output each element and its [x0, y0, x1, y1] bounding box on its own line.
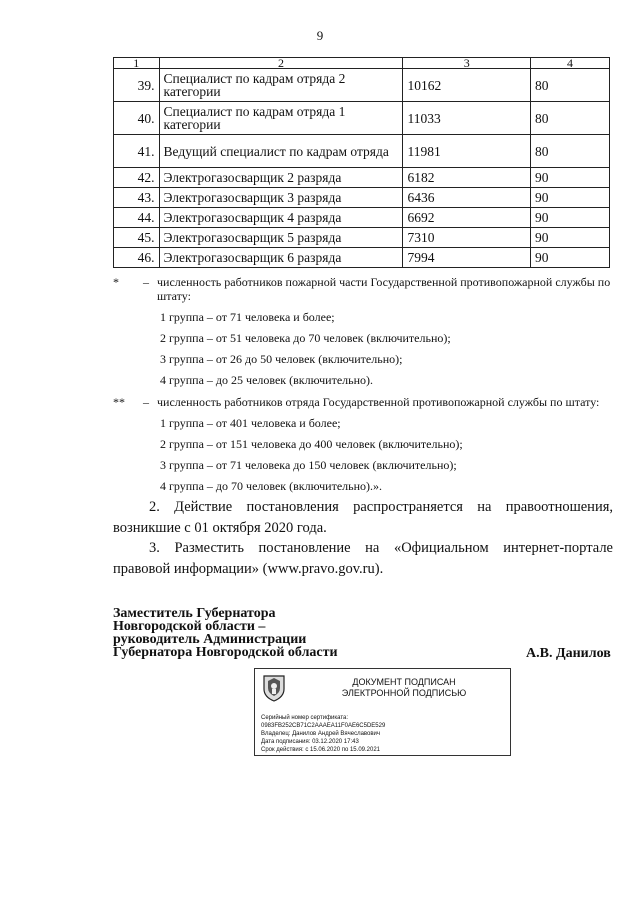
signer-name: А.В. Данилов	[526, 646, 611, 661]
row-title: Электрогазосварщик 6 разряда	[159, 248, 403, 268]
row-title: Электрогазосварщик 3 разряда	[159, 188, 403, 208]
staff-table	[113, 57, 610, 268]
header-col-2: 2	[159, 58, 403, 69]
signer-position	[113, 607, 338, 659]
header-col-4: 4	[531, 58, 610, 69]
stamp-details	[261, 714, 385, 754]
footnote-mark: **	[113, 395, 125, 409]
stamp-detail-line: 0983FB252CB71C2AAAEA11F0AE6C5DE529	[261, 723, 386, 729]
table-row	[114, 248, 610, 268]
row-salary: 7310	[403, 228, 531, 248]
row-percent: 90	[531, 188, 610, 208]
row-salary: 6182	[403, 168, 531, 188]
table-header-row	[114, 58, 610, 69]
header-col-3: 3	[403, 58, 531, 69]
row-number: 46.	[114, 248, 160, 268]
row-title: Электрогазосварщик 2 разряда	[159, 168, 403, 188]
row-number: 42.	[114, 168, 160, 188]
row-salary: 10162	[403, 69, 531, 102]
group-item: 3 группа – от 26 до 50 человек (включительно);	[160, 352, 403, 366]
row-number: 43.	[114, 188, 160, 208]
stamp-title	[309, 677, 499, 699]
row-title: Специалист по кадрам отряда 2 категории	[159, 69, 403, 102]
group-item: 2 группа – от 51 человека до 70 человек (включительно);	[160, 331, 451, 345]
stamp-detail-line: Владелец: Данилов Андрей Вячеславович	[261, 731, 381, 737]
group-item: 1 группа – от 401 человека и более;	[160, 416, 341, 430]
footnotes	[113, 275, 623, 493]
footnote-fire-unit	[113, 275, 623, 303]
row-salary: 7994	[403, 248, 531, 268]
row-title: Ведущий специалист по кадрам отряда	[159, 135, 403, 168]
table-row	[114, 228, 610, 248]
row-number: 44.	[114, 208, 160, 228]
footnote-dash: –	[143, 275, 149, 289]
row-title: Электрогазосварщик 4 разряда	[159, 208, 403, 228]
row-number: 45.	[114, 228, 160, 248]
row-salary: 11033	[403, 102, 531, 135]
table-row	[114, 168, 610, 188]
stamp-detail-line: Дата подписания: 03.12.2020 17:43	[261, 739, 359, 745]
row-percent: 90	[531, 168, 610, 188]
row-salary: 6436	[403, 188, 531, 208]
row-percent: 80	[531, 102, 610, 135]
page-number: 9	[316, 28, 324, 43]
footnote-text: численность работников отряда Государственной противопожарной службы по штату:	[157, 395, 600, 409]
paragraph-publication: 3. Разместить постановление на «Официальном интернет-портале правовой информации» (www.pravo.gov.ru).	[113, 540, 613, 577]
table-row	[114, 69, 610, 102]
row-number: 40.	[114, 102, 160, 135]
row-percent: 90	[531, 228, 610, 248]
row-salary: 11981	[403, 135, 531, 168]
row-percent: 80	[531, 69, 610, 102]
signer-position-line: Новгородской области –	[113, 619, 266, 634]
stamp-title-line: ЭЛЕКТРОННОЙ ПОДПИСЬЮ	[341, 688, 467, 698]
group-item: 3 группа – от 71 человека до 150 человек (включительно);	[160, 458, 457, 472]
signer-position-line: Заместитель Губернатора	[113, 606, 276, 621]
e-signature-stamp	[254, 668, 511, 756]
group-item: 2 группа – от 151 человека до 400 человек (включительно);	[160, 437, 463, 451]
group-item: 4 группа – до 70 человек (включительно).».	[160, 479, 383, 493]
paragraph-effective-date: 2. Действие постановления распространяется на правоотношения, возникшие с 01 октября 2020 года.	[113, 499, 613, 536]
group-item: 1 группа – от 71 человека и более;	[160, 310, 335, 324]
footnote-mark: *	[113, 275, 119, 289]
row-number: 39.	[114, 69, 160, 102]
table-row	[114, 102, 610, 135]
coat-of-arms-icon	[261, 674, 287, 702]
header-col-1: 1	[114, 58, 160, 69]
footnote-detachment	[113, 395, 623, 409]
table-row	[114, 135, 610, 168]
row-salary: 6692	[403, 208, 531, 228]
stamp-detail-line: Срок действия: с 15.06.2020 по 15.09.2021	[261, 747, 381, 753]
row-percent: 90	[531, 248, 610, 268]
signer-position-line: руководитель Администрации	[113, 632, 307, 647]
table-row	[114, 208, 610, 228]
row-percent: 90	[531, 208, 610, 228]
row-percent: 80	[531, 135, 610, 168]
stamp-title-line: ДОКУМЕНТ ПОДПИСАН	[352, 677, 456, 687]
stamp-detail-line: Серийный номер сертификата:	[261, 715, 349, 721]
row-title: Электрогазосварщик 5 разряда	[159, 228, 403, 248]
group-item: 4 группа – до 25 человек (включительно).	[160, 373, 374, 387]
row-title: Специалист по кадрам отряда 1 категории	[159, 102, 403, 135]
footnote-text: численность работников пожарной части Государственной противопожарной службы по штату:	[157, 275, 611, 303]
footnote-dash: –	[143, 395, 149, 409]
table-row	[114, 188, 610, 208]
signer-position-line: Губернатора Новгородской области	[113, 645, 338, 660]
row-number: 41.	[114, 135, 160, 168]
